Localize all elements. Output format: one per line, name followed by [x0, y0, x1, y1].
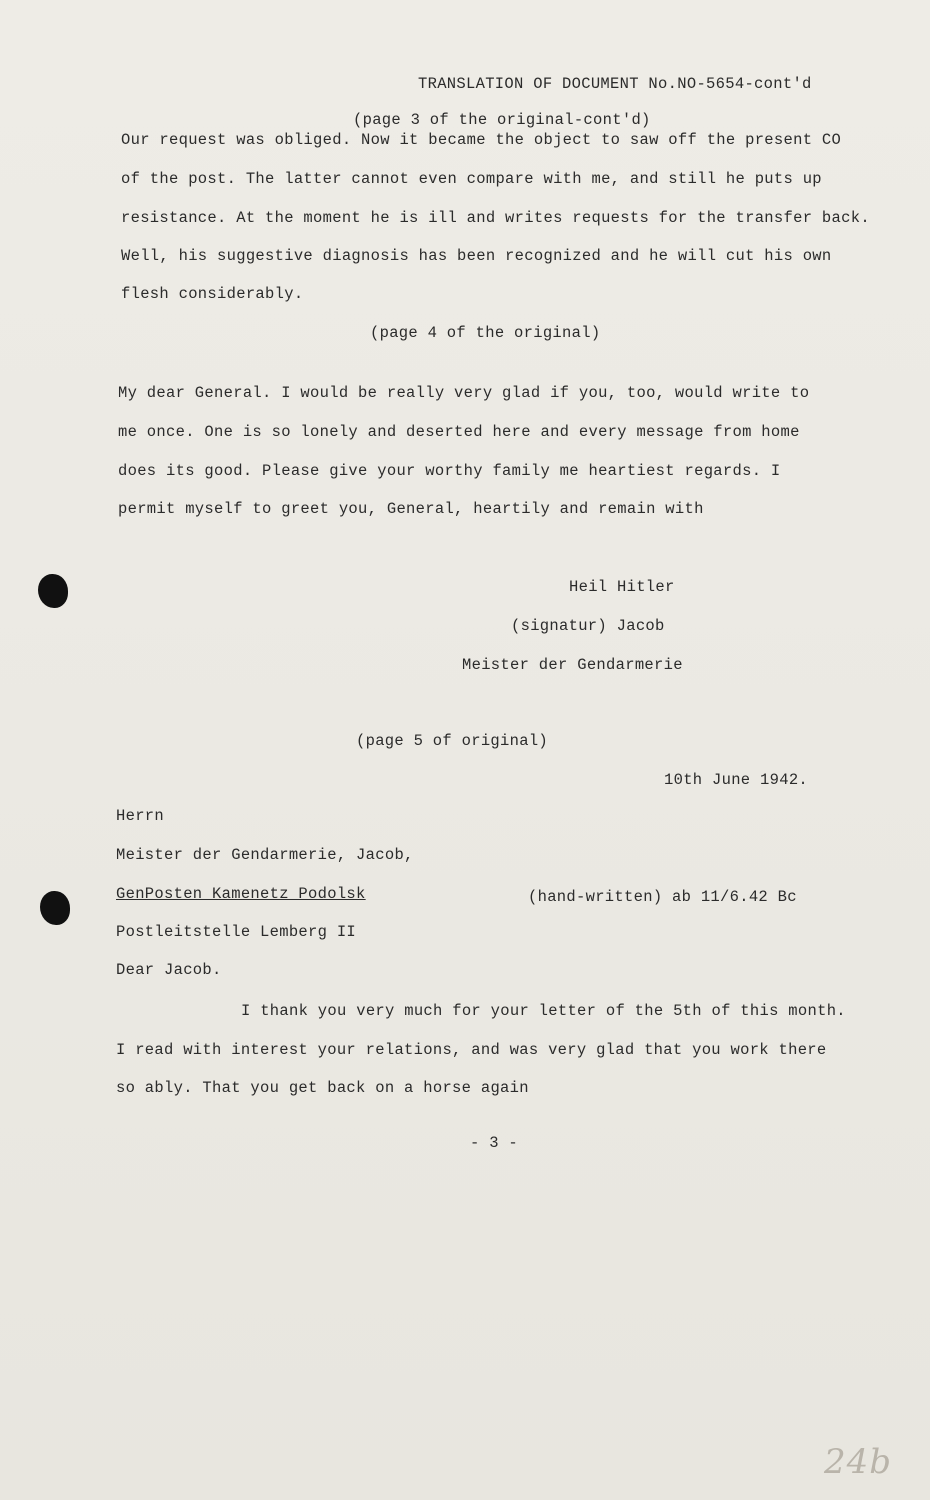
page-4-note: (page 4 of the original)	[370, 324, 601, 342]
signature-greeting: Heil Hitler	[569, 578, 675, 596]
paragraph-line: My dear General. I would be really very glad if you, too, would write to	[118, 384, 810, 402]
letter-body-line: I thank you very much for your letter of the 5th of this month.	[241, 1002, 846, 1020]
paragraph-line: does its good. Please give your worthy family me heartiest regards. I	[118, 462, 781, 480]
letter-date: 10th June 1942.	[664, 771, 809, 789]
handwritten-note: (hand-written) ab 11/6.42 Bc	[528, 888, 797, 906]
address-line: Meister der Gendarmerie, Jacob,	[116, 846, 414, 864]
signature-rank: Meister der Gendarmerie	[462, 656, 683, 674]
page-5-note: (page 5 of original)	[356, 732, 549, 750]
punch-hole-top	[38, 574, 68, 608]
punch-hole-bottom	[40, 891, 70, 925]
address-line: Herrn	[116, 807, 165, 825]
signature-name: (signatur) Jacob	[511, 617, 665, 635]
letter-salutation: Dear Jacob.	[116, 961, 222, 979]
document-title: TRANSLATION OF DOCUMENT No.NO-5654-cont'd	[418, 75, 812, 93]
paragraph-line: permit myself to greet you, General, heartily and remain with	[118, 500, 704, 518]
paragraph-line: Well, his suggestive diagnosis has been recognized and he will cut his own	[121, 247, 832, 265]
address-line: Postleitstelle Lemberg II	[116, 923, 357, 941]
paragraph-line: flesh considerably.	[121, 285, 304, 303]
letter-body-line: I read with interest your relations, and was very glad that you work there	[116, 1041, 827, 1059]
paragraph-line: of the post. The latter cannot even compare with me, and still he puts up	[121, 170, 822, 188]
archive-mark: 24b	[824, 1442, 893, 1482]
paragraph-line: resistance. At the moment he is ill and writes requests for the transfer back.	[121, 209, 870, 227]
letter-body-line: so ably. That you get back on a horse again	[116, 1079, 529, 1097]
address-line: GenPosten Kamenetz Podolsk	[116, 885, 366, 903]
paragraph-line: me once. One is so lonely and deserted here and every message from home	[118, 423, 800, 441]
page-3-note: (page 3 of the original-cont'd)	[353, 111, 651, 129]
page-number: - 3 -	[470, 1134, 519, 1152]
paragraph-line: Our request was obliged. Now it became the object to saw off the present CO	[121, 131, 842, 149]
